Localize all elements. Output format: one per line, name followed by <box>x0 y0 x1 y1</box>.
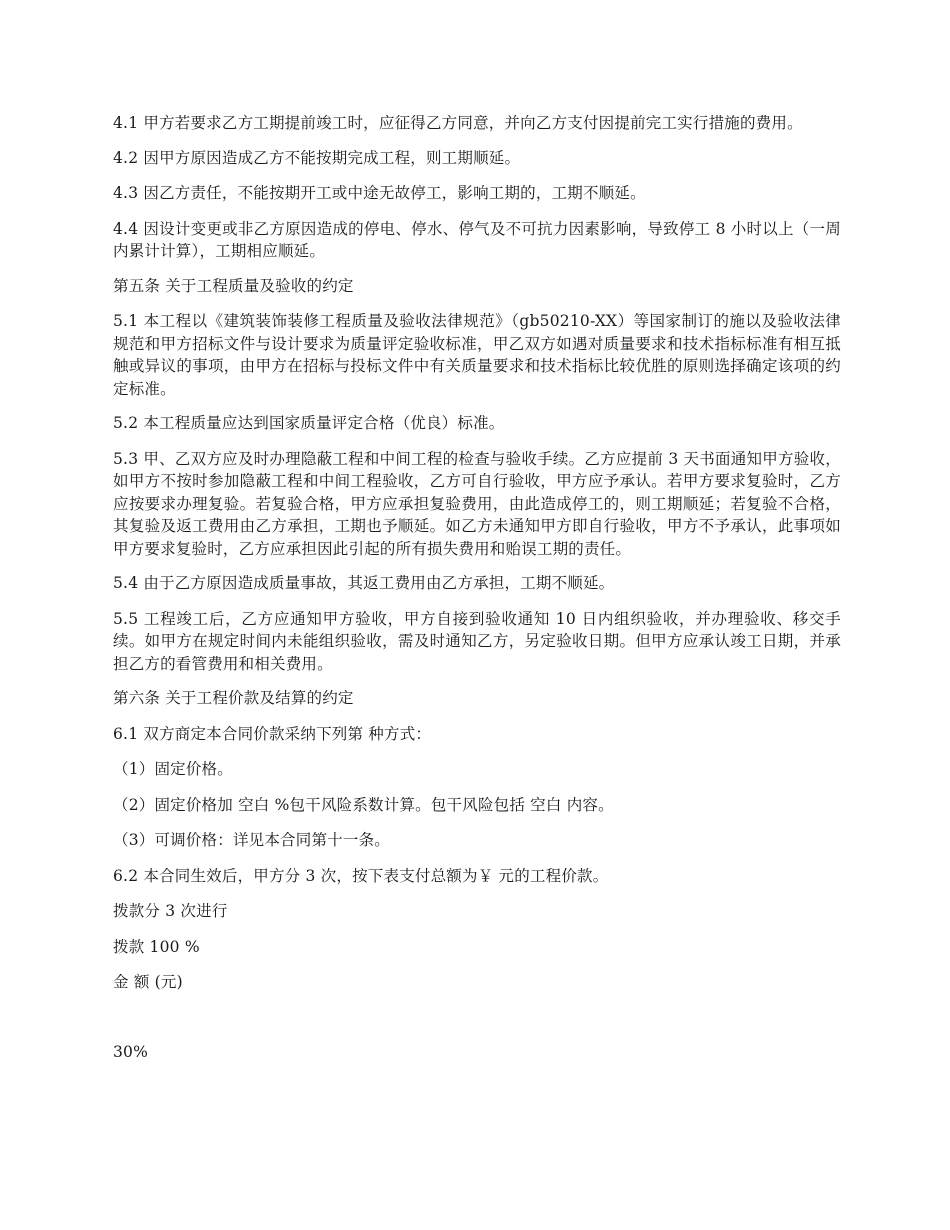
clause-6-2: 6.2 本合同生效后，甲方分 3 次，按下表支付总额为￥ 元的工程价款。 <box>113 866 609 885</box>
option-3: （3）可调价格：详见本合同第十一条。 <box>113 831 390 849</box>
document-page <box>113 112 841 1076</box>
first-installment-percent: 30% <box>113 1042 149 1061</box>
article-6-heading: 第六条 关于工程价款及结算的约定 <box>113 689 354 707</box>
clause-5-3: 5.3 甲、乙双方应及时办理隐蔽工程和中间工程的检查与验收手续。乙方应提前 3 天书面通知甲方验收，如甲方不按时参加隐蔽工程和中间工程验收，乙方可自行验收，甲方应予承认。若甲方要求复验时，乙方应按要求办理复验。若复验合格，甲方应承担复验费用，由此造成停工的，则工期顺延；若复验不合格，其复验及返工费用由乙方承担，工期也予顺延。如乙方未通知甲方即自行验收，甲方不予承认，此事项如甲方要求复验时，乙方应承担因此引起的所有损失费用和贻误工期的责任。 <box>113 449 841 558</box>
clause-5-1: 5.1 本工程以《建筑装饰装修工程质量及验收法律规范》（gb50210-XX）等国家制订的施以及验收法律规范和甲方招标文件与设计要求为质量评定验收标准，甲乙双方如遇对质量要求和技术指标标准有相互抵触或异议的事项，由甲方在招标与投标文件中有关质量要求和技术指标比较优胜的原则选择确定该项的约定标准。 <box>113 312 841 398</box>
payment-installments: 拨款分 3 次进行 <box>113 902 228 920</box>
payment-total-percent: 拨款 100 % <box>113 937 200 956</box>
clause-5-2: 5.2 本工程质量应达到国家质量评定合格（优良）标准。 <box>113 414 505 432</box>
option-2: （2）固定价格加 空白 %包干风险系数计算。包干风险包括 空白 内容。 <box>113 795 614 814</box>
clause-5-5: 5.5 工程竣工后，乙方应通知甲方验收，甲方自接到验收通知 10 日内组织验收，并办理验收、移交手续。如甲方在规定时间内未能组织验收，需及时通知乙方，另定验收日期。但甲方应承认竣工日期，并承担乙方的看管费用和相关费用。 <box>113 609 841 673</box>
clause-4-4: 4.4 因设计变更或非乙方原因造成的停电、停水、停气及不可抗力因素影响，导致停工 8 小时以上（一周内累计计算），工期相应顺延。 <box>113 219 841 260</box>
clause-6-1: 6.1 双方商定本合同价款采纳下列第 种方式： <box>113 724 432 743</box>
clause-4-2: 4.2 因甲方原因造成乙方不能按期完成工程，则工期顺延。 <box>113 148 521 167</box>
clause-5-4: 5.4 由于乙方原因造成质量事故，其返工费用由乙方承担，工期不顺延。 <box>113 574 615 592</box>
option-1: （1）固定价格。 <box>113 760 233 778</box>
clause-4-1: 4.1 甲方若要求乙方工期提前竣工时，应征得乙方同意，并向乙方支付因提前完工实行措施的费用。 <box>113 114 803 132</box>
amount-label: 金 额 (元) <box>113 973 183 991</box>
spacer <box>113 1007 841 1041</box>
article-5-heading: 第五条 关于工程质量及验收的约定 <box>113 276 354 295</box>
clause-4-3: 4.3 因乙方责任，不能按期开工或中途无故停工，影响工期的，工期不顺延。 <box>113 184 646 202</box>
